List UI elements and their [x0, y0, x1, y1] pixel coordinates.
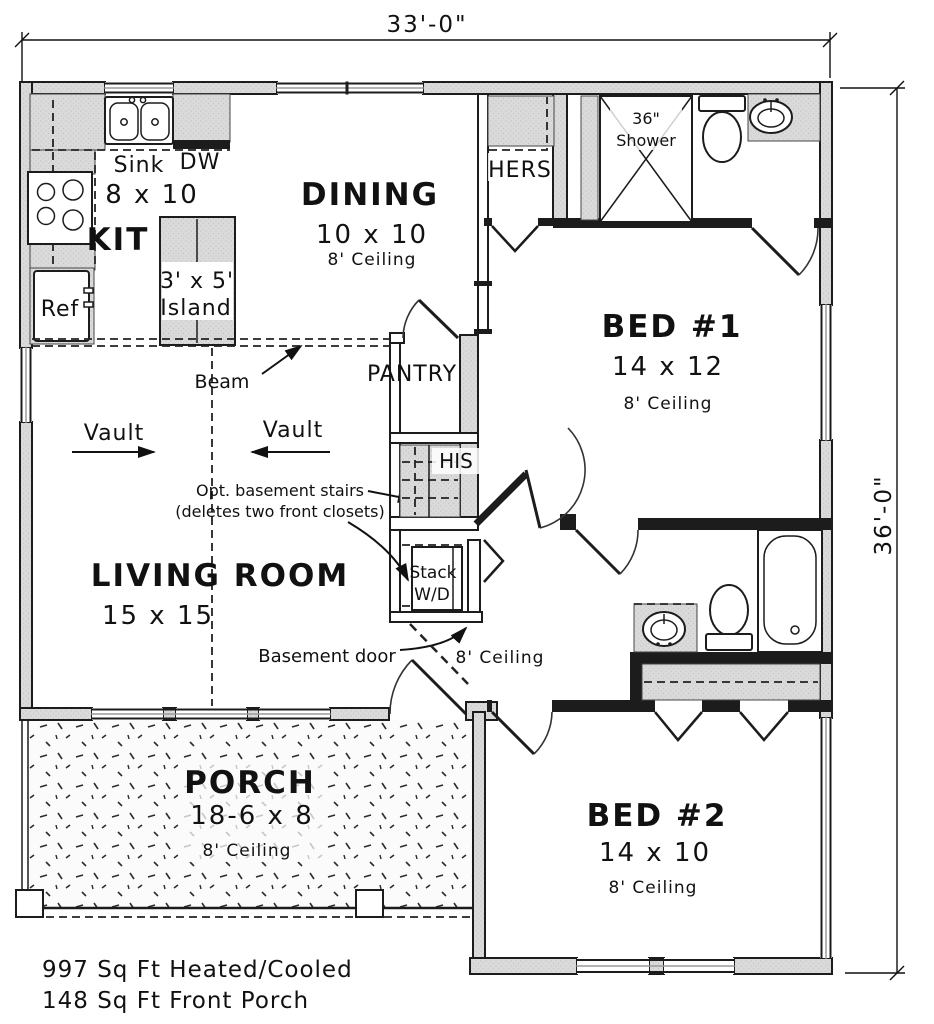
- living-name: LIVING ROOM: [90, 558, 350, 594]
- dimension-right: [840, 81, 905, 980]
- porch-name: PORCH: [184, 765, 316, 801]
- vanity-2: [634, 604, 697, 652]
- dining-window: [277, 82, 423, 94]
- dimension-width-label: 33'-0": [386, 12, 468, 38]
- bed2-door-leaf: [492, 712, 534, 754]
- shower: [581, 96, 692, 222]
- bathtub: [758, 530, 822, 652]
- vault-left-label: Vault: [83, 421, 145, 446]
- bath2-door-swing: [620, 530, 638, 574]
- beam-arrow: [262, 346, 301, 374]
- bath2-door-leaf: [576, 530, 620, 574]
- bath1-door-swing: [799, 228, 818, 275]
- basement-door-label: Basement door: [258, 646, 396, 667]
- sink-label: Sink: [113, 153, 165, 178]
- bed2-name: BED #2: [586, 798, 728, 834]
- porch-post: [16, 890, 43, 917]
- porch-post: [356, 890, 383, 917]
- kitchen-window: [105, 82, 173, 94]
- footer-heated-area: 997 Sq Ft Heated/Cooled: [42, 957, 353, 983]
- footer-porch-area: 148 Sq Ft Front Porch: [42, 988, 310, 1014]
- toilet-1: [699, 96, 745, 162]
- hers-label: HERS: [488, 158, 552, 183]
- dw-label: DW: [179, 150, 221, 175]
- pantry-door: [403, 300, 419, 338]
- bed2-size: 14 x 10: [598, 838, 712, 868]
- hallway: [456, 648, 545, 668]
- bed2-room: [492, 712, 727, 898]
- stack-label-1: Stack: [409, 563, 457, 583]
- living-size: 15 x 15: [101, 601, 215, 631]
- ref-label: Ref: [40, 297, 80, 322]
- porch-size: 18-6 x 8: [190, 801, 314, 831]
- his-closet-door: [484, 540, 503, 582]
- bath1-door-leaf: [752, 228, 799, 275]
- bed2-ceiling: 8' Ceiling: [608, 878, 698, 898]
- dishwasher: [173, 94, 230, 142]
- master-bath: [488, 94, 820, 275]
- stack-label-2: W/D: [414, 585, 450, 605]
- vault-right-label: Vault: [262, 418, 324, 443]
- kitchen-size: 8 x 10: [105, 180, 199, 210]
- dimension-height-label: 36'-0": [871, 474, 897, 556]
- bed2-right-window: [820, 718, 832, 958]
- opt-stairs-note-2: (deletes two front closets): [175, 502, 385, 521]
- bed1-door-leaf: [526, 470, 540, 528]
- front-door-leaf: [412, 660, 466, 714]
- hall-ceiling: 8' Ceiling: [455, 648, 545, 668]
- bed1-door-swing: [540, 428, 585, 528]
- dining-size: 10 x 10: [315, 220, 429, 250]
- dining-room: [301, 177, 439, 270]
- hers-closet: [488, 96, 554, 251]
- kitchen: [28, 94, 235, 345]
- pantry: [367, 300, 458, 387]
- bed2-bottom-window: [577, 958, 734, 974]
- island-label: Island: [160, 296, 232, 321]
- hers-closet-door: [492, 226, 538, 251]
- bed2-door-swing: [534, 712, 552, 754]
- island-size: 3' x 5': [159, 269, 235, 294]
- dining-name: DINING: [300, 177, 440, 213]
- shower-label-1: 36": [632, 109, 660, 128]
- kitchen-counter: [30, 94, 105, 150]
- bed2-closet-door-1: [655, 712, 702, 740]
- front-door-swing: [390, 660, 412, 714]
- his-label: HIS: [439, 449, 473, 473]
- bed1-window: [820, 305, 832, 440]
- laundry-closet: [402, 545, 466, 610]
- shower-label-2: Shower: [616, 131, 676, 150]
- bath2: [576, 530, 822, 652]
- opt-stairs-note-1: Opt. basement stairs: [195, 481, 365, 500]
- vanity-1: [748, 94, 820, 141]
- bed1-ceiling: 8' Ceiling: [623, 394, 713, 414]
- stove: [28, 172, 92, 244]
- kitchen-sink: [105, 97, 173, 144]
- bed1-name: BED #1: [601, 309, 743, 345]
- porch-ceiling: 8' Ceiling: [202, 841, 292, 861]
- living-left-window: [20, 348, 32, 422]
- porch-labels: [178, 762, 326, 862]
- living-front-windows: [92, 708, 330, 720]
- pantry-label: PANTRY: [366, 362, 458, 387]
- bed2-closet-door-2: [740, 712, 788, 740]
- toilet-2: [706, 585, 752, 650]
- footer-notes: [42, 957, 353, 1014]
- bed1-room: [526, 309, 742, 528]
- bed1-size: 14 x 12: [611, 352, 725, 382]
- kitchen-name: KIT: [86, 222, 150, 258]
- beam-label: Beam: [194, 371, 250, 393]
- dining-ceiling: 8' Ceiling: [327, 250, 417, 270]
